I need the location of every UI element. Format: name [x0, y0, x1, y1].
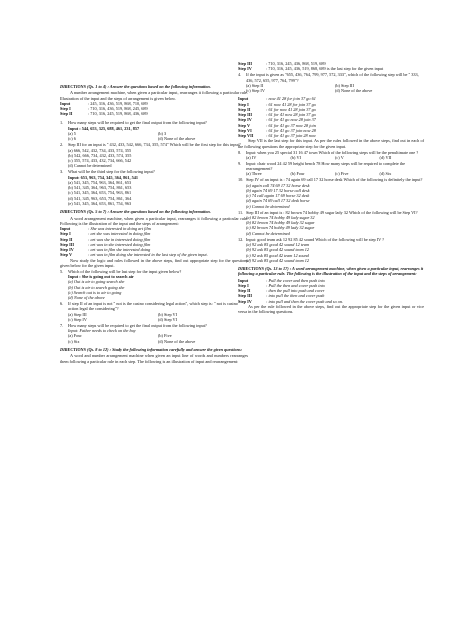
- arrangement-row: Step II : art was she in interested doing film: [60, 236, 151, 242]
- options: [60, 180, 248, 206]
- option[interactable]: (a) Step III: [68, 311, 87, 317]
- options: [60, 148, 248, 169]
- directions-intro: A word and number arrangement machine when given an input line of words and numbers rearranges them following a particular rule in each step. The following is an illustration of input and rearrangement:: [60, 353, 248, 364]
- directions-heading: DIRECTIONS (Qs. 5 to 7) : Answer the questions based on the following information.: [60, 209, 211, 215]
- option[interactable]: (b) VI: [290, 154, 301, 160]
- option[interactable]: (a) Four: [68, 333, 82, 339]
- options: [238, 83, 424, 94]
- right-column: [238, 61, 424, 314]
- question: 5. Which of the following will be last step for the input given below?: [60, 268, 182, 274]
- option[interactable]: (b) 92 ask 85 good 42 sound team 12: [246, 247, 310, 253]
- arrangement-table: [238, 278, 424, 304]
- options: [238, 155, 424, 160]
- arrangement-row: Step VII : 61 for 41 go 37 join 28 now: [238, 133, 316, 139]
- question: 6. If step II of an input is not " not is the casino considering legal action", which step is: " not is casino action legal the considering"?: [60, 301, 238, 312]
- arrangement-row: Step IV : art was in film she interested doing: [60, 247, 151, 253]
- option[interactable]: (d) Cannot be determined: [68, 163, 112, 169]
- options: [60, 333, 248, 344]
- arrangement-row: Step IV : 710, 316, 245, 436, 519, 868, 689 is the last step for the given input: [238, 66, 384, 72]
- arrangement-row: Step V : art was in film doing she interested in the last step of the given input.: [60, 252, 208, 258]
- question-input: Input: 653, 963, 754, 345, 364, 861, 541: [68, 174, 139, 180]
- arrangement-row: Step II : then the pull into push and cover: [238, 288, 325, 294]
- arrangement-row: Step I : Pull the then and cover push into: [238, 282, 325, 288]
- option[interactable]: (d) VII: [379, 154, 392, 160]
- arrangement-row: Input : She was interested in doing art film: [60, 226, 151, 232]
- arrangement-row: Step I : art she was interested in doing film: [60, 231, 151, 237]
- option[interactable]: (c) Step IV: [68, 316, 87, 322]
- option[interactable]: (b) 3: [158, 130, 167, 136]
- option[interactable]: (d) Step VI: [158, 316, 178, 322]
- options: [238, 171, 424, 176]
- option[interactable]: (c) 92 ask 85 good 42 team 12 sound: [246, 252, 309, 258]
- option[interactable]: (a) Three: [246, 171, 262, 177]
- question: 11. Step III of an input is : 82 brown 74 hobby 49 sugar lady 32 Which of the following will be Step VI?: [238, 209, 418, 215]
- option[interactable]: (c) 74 call again 17 69 horse 32 desk: [246, 193, 310, 199]
- option[interactable]: (d) 92 ask 85 good 42 sound team 12: [246, 257, 310, 263]
- directions-intro: A number arrangement machine, when given a particular input, rearranges it following a particular rule. Illustration of the input and the steps of arrangement is given below.: [60, 90, 248, 101]
- option[interactable]: (d) Six: [379, 171, 392, 177]
- option[interactable]: (b) Step III: [335, 82, 354, 88]
- option[interactable]: (c) 6: [68, 136, 76, 142]
- arrangement-row: Step III : art was in she interested doing film: [60, 241, 151, 247]
- arrangement-row: Step IV : 61 for 41 go now 28 join 37: [238, 117, 316, 123]
- arrangement-row: Step III : into pull the then and cover push: [238, 293, 325, 299]
- option[interactable]: (a) 666, 542, 432, 734, 433, 574, 355: [68, 147, 132, 153]
- question: 1. How many steps will be required to get the final output from the following input?: [60, 120, 207, 126]
- arrangement-row: Step IV : into pull and then the cover push and so on.: [238, 298, 344, 304]
- option[interactable]: (d) again 74 69 call 17 32 desk horse: [246, 198, 310, 204]
- option[interactable]: (d) None of the above: [68, 295, 105, 301]
- option[interactable]: (a) again call 74 69 17 32 horse desk: [246, 182, 310, 188]
- question: 3. What will be the third step for the following input?: [60, 169, 155, 175]
- option[interactable]: (a) IV: [246, 154, 257, 160]
- arrangement-row: Step III : 710, 316, 245, 436, 868, 519, 689: [238, 61, 326, 66]
- arrangement-table: [60, 101, 248, 117]
- question: 10. Step IV of an input is : 74 again 69 call 17 32 horse desk Which of the following is definitely the input?: [238, 177, 423, 183]
- option[interactable]: (a) Step II: [246, 82, 264, 88]
- option[interactable]: (d) Cannot be determined: [246, 230, 290, 236]
- option[interactable]: (b) Five: [158, 333, 172, 339]
- arrangement-row: Step II : 61 for now 41 28 join 37 go: [238, 106, 316, 112]
- arrangement-row: Step I : 710, 316, 436, 519, 868, 245, 689: [60, 106, 148, 112]
- directions-note: As per the rule followed in the above steps, find out the appropriate step for the given input or vice versa in the following questions.: [238, 303, 424, 315]
- option[interactable]: (a) 5: [68, 130, 76, 136]
- directions-intro: A word arrangement machine, when given a particular input, rearranges it following a particular rule. Following is the illustration of the input and the steps of arrangement:: [60, 215, 248, 226]
- options: [60, 131, 248, 142]
- question: 2. Step III for an input is " 432, 433, 542, 666, 734, 355, 574" Which will be the first step for this input?: [60, 142, 241, 148]
- arrangement-row: Step III : 61 for 41 now 28 join 37 go: [238, 112, 316, 118]
- arrangement-row: Step VI : 61 for 41 go 37 join now 28: [238, 127, 316, 133]
- option[interactable]: (a) 82 brown 74 hobby 49 lady sugar 32: [246, 214, 315, 220]
- option[interactable]: (b) Out is air to search going she: [68, 284, 125, 290]
- option[interactable]: (c) Step IV: [246, 88, 265, 94]
- arrangement-table: [238, 96, 424, 138]
- option[interactable]: (d) None of the above: [158, 136, 196, 142]
- option[interactable]: (b) 541, 345, 364, 963, 754, 861, 653: [68, 185, 132, 191]
- arrangement-row: Input : Pull the cover and then push into: [238, 277, 325, 283]
- option[interactable]: (c) 355, 574, 433, 432, 734, 666, 542: [68, 158, 132, 164]
- option[interactable]: (b) 542, 666, 734, 432, 433, 574, 355: [68, 152, 132, 158]
- arrangement-row: Input : now 41 28 for join 37 go 61: [238, 96, 316, 102]
- option[interactable]: (a) 541, 345, 754, 963, 364, 861, 653: [68, 179, 132, 185]
- directions-heading: DIRECTIONS (Qs. 1 to 4) : Answer the questions based on the following information.: [60, 84, 211, 89]
- directions-note: Step VII is the last step for this input. As per the rules followed in the above steps, find out in each of the following questions the appropriate step for the given input.: [238, 138, 424, 149]
- left-column: [60, 84, 248, 364]
- question-input: Input: Father needs to check on the buy: [68, 328, 136, 334]
- option[interactable]: (b) again 74 69 17 32 horse call desk: [246, 187, 310, 193]
- options: [60, 279, 248, 300]
- option[interactable]: (a) Out is air to going search she: [68, 279, 125, 285]
- question: 4. If the input is given as "655, 436, 764, 799, 977, 572, 333", which of the following step will be " 333, 436, 572, 655, 977, 764, 799"?: [238, 72, 419, 83]
- question-input: Input : 544, 653, 325, 688, 461, 231, 857: [68, 125, 140, 131]
- option[interactable]: (c) V: [335, 154, 344, 160]
- option[interactable]: (e) Cannot be determined: [246, 203, 290, 209]
- option[interactable]: (b) Step VI: [158, 311, 178, 317]
- option[interactable]: (c) Six: [68, 338, 80, 344]
- option[interactable]: (d) None of the above: [158, 338, 196, 344]
- directions-note: Now study the logic and rules followed in the above steps, find out appropriate step for the questions given below for the given input.: [60, 257, 248, 268]
- option[interactable]: (c) Five: [335, 171, 349, 177]
- options: [238, 215, 424, 236]
- option[interactable]: (b) Four: [290, 171, 305, 177]
- question: 8. Input: when you 25 special 31 16 47 town Which of the following steps will be the penultimate one ?: [238, 149, 419, 155]
- option[interactable]: (e) 541, 345, 364, 653, 861, 754, 963: [68, 200, 132, 206]
- option[interactable]: (c) 82 brown 74 hobby 49 lady 32 sugar: [246, 225, 315, 231]
- arrangement-row: Step II : 710, 316, 245, 519, 868, 436, 689: [60, 111, 148, 117]
- option[interactable]: (d) None of the above: [335, 88, 373, 94]
- option[interactable]: (d) 541, 345, 963, 653, 754, 861, 364: [68, 195, 132, 201]
- arrangement-row: Input : 245, 316, 436, 519, 868, 710, 689: [60, 100, 148, 106]
- option[interactable]: (a) 92 ask 85 good 42 sound 12 team: [246, 242, 310, 248]
- question: 12. Input: good team ask 12 92 85 42 sound Which of the following will be step IV ?: [238, 236, 385, 242]
- arrangement-table: [60, 226, 248, 258]
- directions-heading: DIRECTIONS (Qs. 8 to 12) : Study the following information carefully and answer the given questions:: [60, 346, 243, 352]
- option[interactable]: (c) Search out is to air to going: [68, 289, 122, 295]
- options: [238, 183, 424, 209]
- arrangement-row: Step I : 61 now 41 28 for join 37 go: [238, 101, 316, 107]
- option[interactable]: (c) 541, 345, 364, 653, 754, 963, 861: [68, 190, 132, 196]
- arrangement-table: [238, 61, 424, 72]
- question: 9. Input: chair wood 24 42 59 height bench 78 How many steps will be required to complete the rearrangement?: [238, 160, 405, 172]
- options: [60, 312, 248, 323]
- question-input: Input : She is going out to search air: [68, 274, 134, 280]
- directions-heading: DIRECTIONS (Qs. 13 to 17) : A word arrangement machine, when given a particular input, rearranges it following a particular rule. The following is the illustration of the input and the steps of arrangement:: [238, 266, 424, 277]
- question: 7. How many steps will be required to get the final output from the following input?: [60, 322, 207, 328]
- option[interactable]: (b) 82 brown 74 hobby 49 lady 32 sugar: [246, 220, 315, 226]
- options: [238, 242, 424, 263]
- arrangement-row: Step V : 61 for 41 go 37 now 28 join: [238, 122, 316, 128]
